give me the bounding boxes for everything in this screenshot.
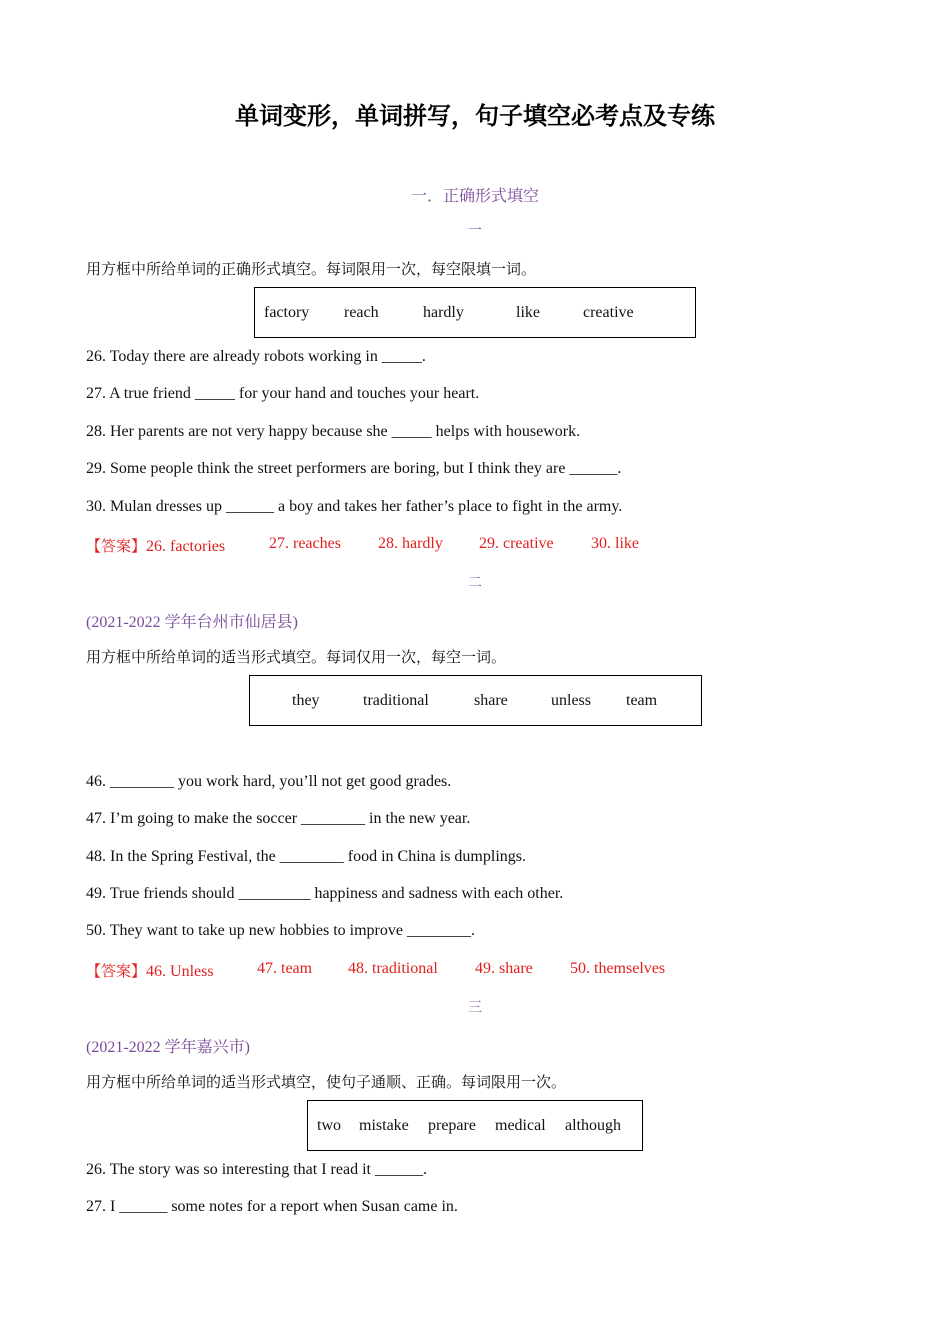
- answer-line: [86, 960, 666, 981]
- word-box-item: team: [626, 691, 658, 709]
- question: 49. True friends should _________ happiness and sadness with each other.: [86, 885, 564, 902]
- word-box-item: unless: [551, 691, 591, 709]
- word-box: [307, 1100, 643, 1151]
- answer-item: 26. factories: [146, 538, 226, 555]
- answer-label: 【答案】: [86, 537, 147, 555]
- instruction: 用方框中所给单词的正确形式填空。每词限用一次，每空限填一词。: [86, 260, 537, 278]
- question: 28. Her parents are not very happy because she _____ helps with housework.: [86, 423, 581, 440]
- word-box-item: prepare: [428, 1116, 476, 1134]
- answer-item: 27. reaches: [269, 535, 341, 552]
- instruction: 用方框中所给单词的适当形式填空。每词仅用一次，每空一词。: [86, 648, 507, 666]
- question: 27. I ______ some notes for a report when Susan came in.: [86, 1198, 458, 1215]
- instruction: 用方框中所给单词的适当形式填空，使句子通顺、正确。每词限用一次。: [86, 1073, 567, 1091]
- answer-item: 48. traditional: [348, 960, 438, 977]
- answer-item: 50. themselves: [570, 960, 666, 977]
- word-box-item: share: [474, 691, 508, 709]
- source-label: (2021-2022 学年台州市仙居县): [86, 614, 298, 631]
- word-box-item: mistake: [359, 1116, 409, 1134]
- page-title: 单词变形，单词拼写，句子填空必考点及专练: [235, 102, 715, 130]
- word-box-item: like: [516, 303, 540, 321]
- question: 27. A true friend _____ for your hand and touches your heart.: [86, 385, 480, 402]
- part-number: 三: [468, 1000, 482, 1016]
- question: 46. ________ you work hard, you’ll not get good grades.: [86, 773, 452, 790]
- question: 26. The story was so interesting that I read it ______.: [86, 1161, 427, 1178]
- answer-item: 29. creative: [479, 535, 554, 552]
- word-box: [249, 675, 702, 726]
- word-box-item: they: [292, 691, 320, 709]
- answer-item: 46. Unless: [146, 963, 214, 980]
- source-label: (2021-2022 学年嘉兴市): [86, 1039, 250, 1056]
- answer-label: 【答案】: [86, 962, 147, 980]
- part-number: 二: [468, 575, 482, 591]
- question: 26. Today there are already robots working in _____.: [86, 348, 426, 365]
- part-number: 一: [468, 223, 482, 239]
- word-box-item: creative: [583, 303, 634, 321]
- question: 30. Mulan dresses up ______ a boy and takes her father’s place to fight in the army.: [86, 498, 623, 515]
- question: 48. In the Spring Festival, the ________ food in China is dumplings.: [86, 848, 526, 865]
- answer-item: 30. like: [591, 535, 639, 552]
- word-box-item: two: [317, 1116, 341, 1134]
- word-box: [254, 287, 696, 338]
- word-box-item: traditional: [363, 691, 429, 709]
- answer-item: 49. share: [475, 960, 533, 977]
- word-box-item: reach: [344, 303, 379, 321]
- word-box-item: hardly: [423, 303, 464, 321]
- section-heading: 一．正确形式填空: [410, 186, 539, 205]
- word-box-item: medical: [495, 1116, 546, 1134]
- question: 29. Some people think the street performers are boring, but I think they are ______.: [86, 460, 622, 477]
- word-box-item: factory: [264, 303, 310, 321]
- answer-item: 47. team: [257, 960, 313, 977]
- question: 47. I’m going to make the soccer ________ in the new year.: [86, 810, 471, 827]
- question: 50. They want to take up new hobbies to improve ________.: [86, 922, 475, 939]
- answer-item: 28. hardly: [378, 535, 443, 552]
- word-box-item: although: [565, 1116, 621, 1134]
- answer-line: [86, 535, 639, 556]
